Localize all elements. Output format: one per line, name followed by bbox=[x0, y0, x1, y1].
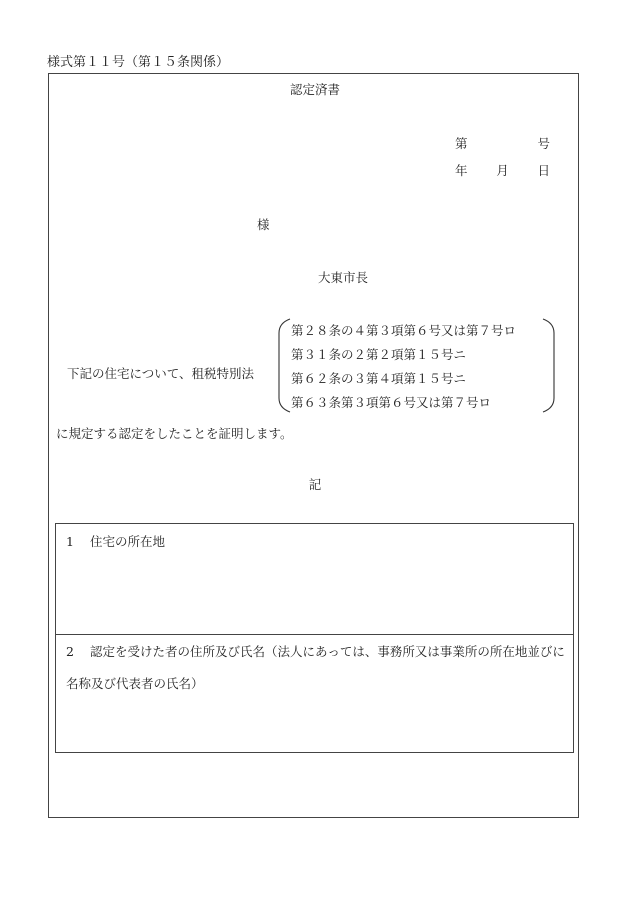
document-title: 認定済書 bbox=[289, 82, 340, 97]
intro-text: 下記の住宅について、租税特別法 bbox=[67, 366, 255, 381]
ki-heading: 記 bbox=[308, 477, 322, 492]
article-item: 第６２条の３第４項第１５号ニ bbox=[291, 371, 467, 386]
section-location bbox=[55, 523, 574, 635]
section-label: 認定を受けた者の住所及び氏名（法人にあっては、事務所又は事業所の所在地並びに名称及び代表者の氏名） bbox=[66, 644, 565, 691]
section-number: 1 bbox=[66, 534, 74, 549]
form-number-label: 様式第１１号（第１５条関係） bbox=[47, 55, 230, 70]
section-owner bbox=[55, 634, 574, 753]
issuer-name: 大東市長 bbox=[318, 270, 369, 285]
number-suffix: 号 bbox=[537, 136, 550, 151]
date-month: 月 bbox=[496, 163, 509, 178]
certificate-number-row bbox=[455, 134, 550, 152]
article-list bbox=[276, 317, 557, 414]
section-label: 住宅の所在地 bbox=[89, 534, 165, 549]
number-prefix: 第 bbox=[455, 136, 468, 151]
date-day: 日 bbox=[537, 163, 550, 178]
certification-statement: に規定する認定をしたことを証明します。 bbox=[56, 426, 293, 441]
article-item: 第２８条の４第３項第６号又は第７号ロ bbox=[291, 323, 517, 338]
article-item: 第３１条の２第２項第１５号ニ bbox=[291, 347, 467, 362]
addressee-suffix: 様 bbox=[257, 217, 270, 232]
date-year: 年 bbox=[455, 163, 468, 178]
article-item: 第６３条第３項第６号又は第７号ロ bbox=[291, 395, 492, 410]
section-number: 2 bbox=[66, 644, 74, 659]
issue-date-row bbox=[455, 161, 550, 179]
